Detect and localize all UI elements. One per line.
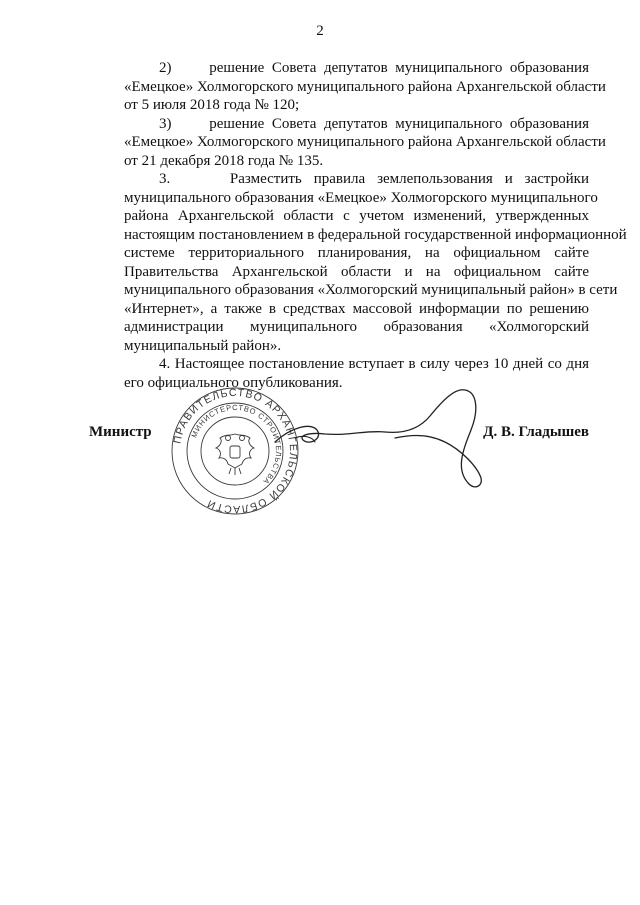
text-line: района Архангельской области с учетом изменений, утвержденных	[124, 208, 589, 224]
paragraph-publish-rules	[89, 170, 627, 355]
text-line: настоящим постановлением в федеральной государственной информационной	[124, 226, 627, 243]
document-body	[89, 59, 627, 392]
signature-block	[89, 424, 589, 446]
signatory-name: Д. В. Гладышев	[483, 424, 589, 440]
text-line: 3. Разместить правила землепользования и застройки	[159, 171, 589, 187]
seal-outer-text: ПРАВИТЕЛЬСТВО АРХАНГЕЛЬСКОЙ ОБЛАСТИ	[171, 386, 300, 516]
text-line: муниципального образования «Емецкое» Холмогорского муниципального	[124, 189, 598, 206]
text-line: муниципального образования «Холмогорский муниципальный район» в сети	[124, 282, 618, 298]
page-number: 2	[316, 23, 324, 39]
list-item-decision-135	[89, 115, 606, 171]
text-line: «Емецкое» Холмогорского муниципального района Архангельской области	[124, 134, 606, 150]
text-line: от 5 июля 2018 года № 120;	[124, 97, 300, 113]
text-line: администрации муниципального образования «Холмогорский	[124, 319, 589, 335]
text-line: от 21 декабря 2018 года № 135.	[124, 152, 324, 169]
text-line: 3) решение Совета депутатов муниципального образования	[159, 115, 589, 132]
text-line: его официального опубликования.	[124, 374, 343, 391]
text-line: Правительства Архангельской области и на официальном сайте	[124, 263, 589, 280]
signatory-position: Министр	[89, 424, 152, 440]
text-line: муниципальный район».	[124, 337, 282, 354]
text-line: «Интернет», а также в средствах массовой информации по решению	[124, 300, 589, 317]
text-line: 4. Настоящее постановление вступает в силу через 10 дней со дня	[159, 356, 589, 372]
seal-inner-text: МИНИСТЕРСТВО СТРОИТЕЛЬСТВА	[189, 402, 284, 487]
list-item-decision-120	[89, 59, 606, 115]
text-line: 2) решение Совета депутатов муниципального образования	[159, 60, 589, 76]
text-line: системе территориального планирования, на официальном сайте	[124, 245, 589, 261]
text-line: «Емецкое» Холмогорского муниципального района Архангельской области	[124, 78, 606, 95]
